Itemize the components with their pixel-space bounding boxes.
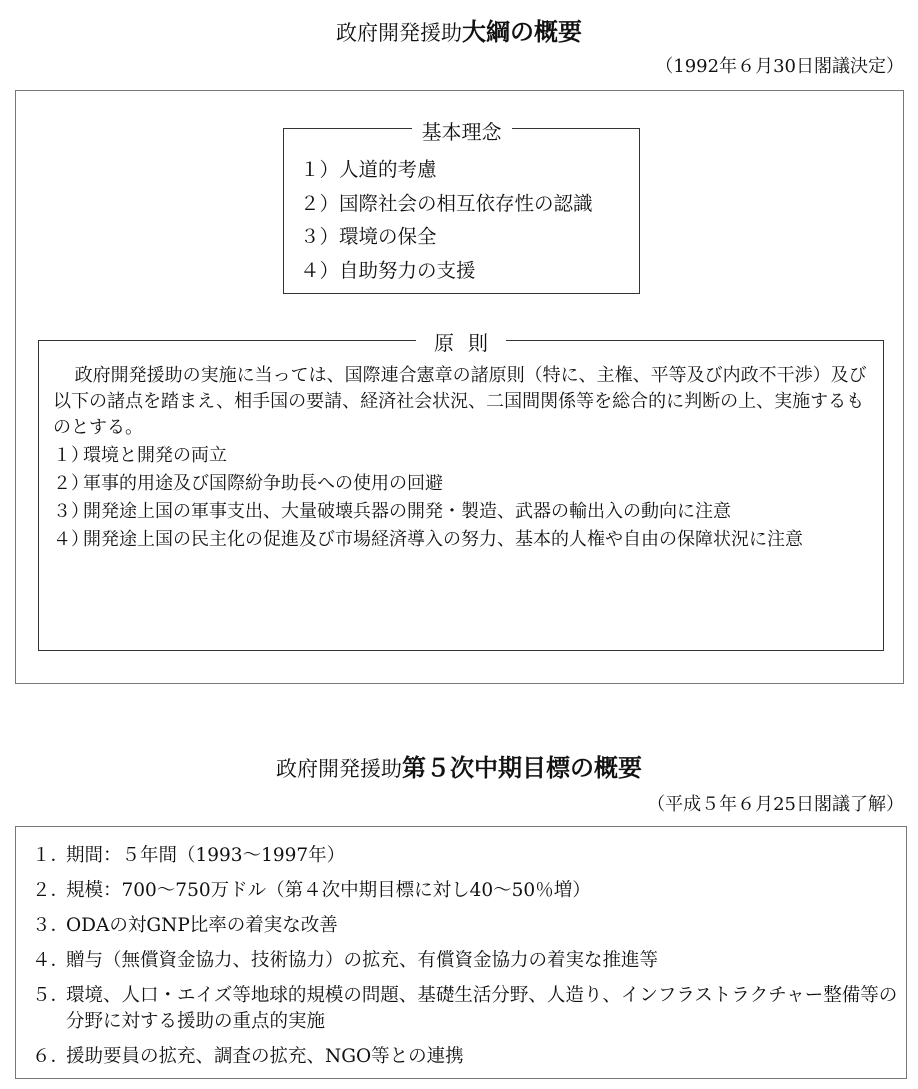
section1-title xyxy=(0,12,918,47)
gensoku-item: １） 環境と開発の両立 xyxy=(53,445,227,466)
section2-title-prefix: 政府開発援助 xyxy=(276,757,402,781)
gensoku-intro: 政府開発援助の実施に当っては、国際連合憲章の諸原則（特に、主権、平等及び内政不干渉）及び以下の諸点を踏まえ、相手国の要請、経済社会状況、二国間関係等を総合的に判断の上、実施するものとする。 xyxy=(53,365,867,438)
gensoku-item: ２） 軍事的用途及び国際紛争助長への使用の回避 xyxy=(53,473,443,494)
gensoku-item: ３） 開発途上国の軍事支出、大量破壊兵器の開発・製造、武器の輸出入の動向に注意 xyxy=(53,501,731,522)
section2-title xyxy=(0,748,918,783)
section1-date: （1992年６月30日閣議決定） xyxy=(655,56,904,77)
section1-title-emphasis: 大綱の概要 xyxy=(462,18,582,46)
basic-principles-legend: 基本理念 xyxy=(284,116,639,145)
principle-item-4: ４）自助努力の支援 xyxy=(300,258,476,282)
target-item: １． 期間：５年間（1993～1997年） xyxy=(32,845,346,866)
basic-principles-list xyxy=(300,157,593,291)
target-item: ４． 贈与（無償資金協力、技術協力）の拡充、有償資金協力の着実な推進等 xyxy=(32,950,659,971)
section2-date: （平成５年６月25日閣議了解） xyxy=(647,794,904,815)
gensoku-content xyxy=(53,363,877,553)
target-item: ３． ODAの対GNP比率の着実な改善 xyxy=(32,915,338,936)
gensoku-item: ４） 開発途上国の民主化の促進及び市場経済導入の努力、基本的人権や自由の保障状況に注意 xyxy=(53,529,803,550)
section2-title-emphasis: 第５次中期目標の概要 xyxy=(402,754,642,782)
basic-principles-box xyxy=(283,120,640,294)
targets-list xyxy=(32,843,902,1079)
target-item: ６． 援助要員の拡充、調査の拡充、NGO等との連携 xyxy=(32,1046,464,1067)
principle-item-1: １）人道的考慮 xyxy=(300,158,437,181)
gensoku-legend: 原則 xyxy=(39,327,883,356)
section1-title-prefix: 政府開発援助 xyxy=(336,21,462,45)
target-item: ２． 規模：700～750万ドル（第４次中期目標に対し40～50％増） xyxy=(32,880,591,901)
principle-item-3: ３）環境の保全 xyxy=(300,225,437,248)
target-item: ５． 環境、人口・エイズ等地球的規模の問題、基礎生活分野、人造り、インフラストラクチャー整備等の分野に対する援助の重点的実施 xyxy=(32,985,898,1032)
principle-item-2: ２）国際社会の相互依存性の認識 xyxy=(300,191,593,215)
gensoku-box xyxy=(38,331,884,651)
